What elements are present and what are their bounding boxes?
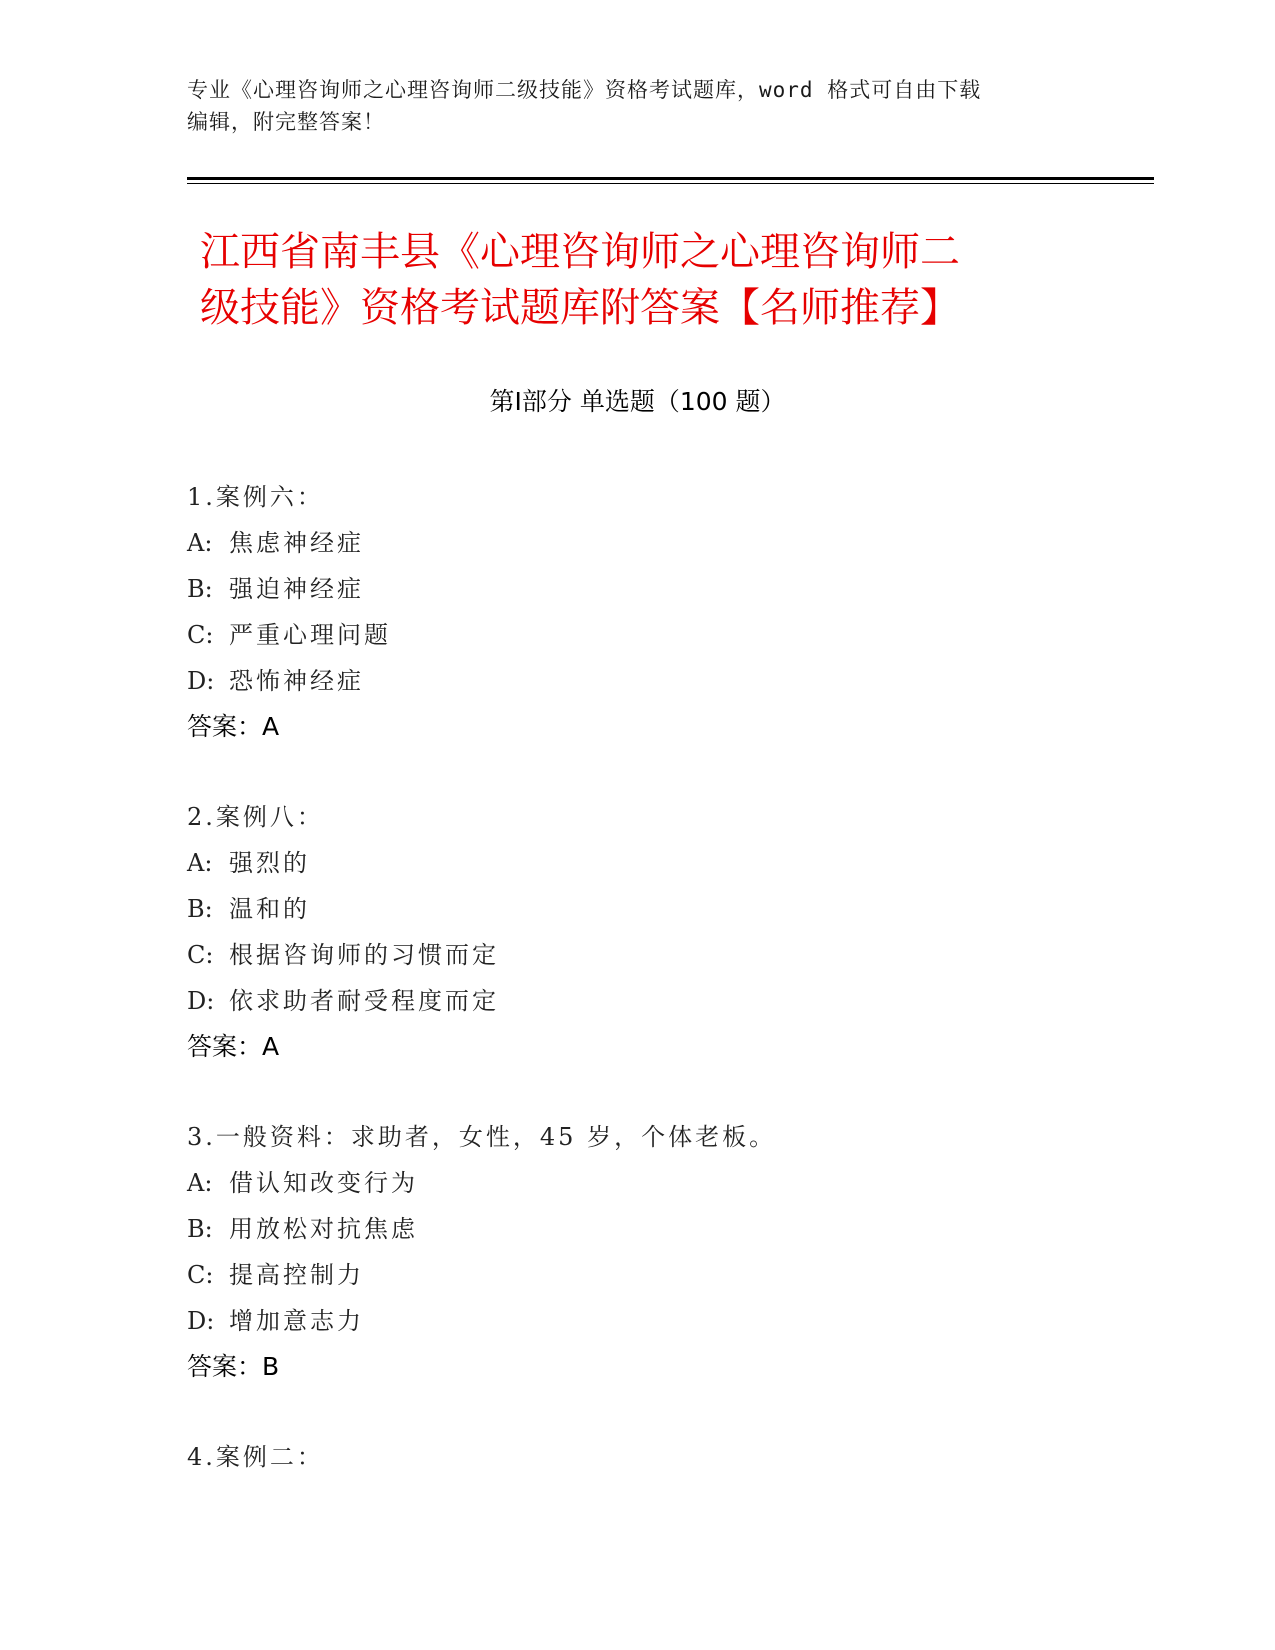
option-b xyxy=(187,566,1087,612)
question-4 xyxy=(187,1434,1087,1480)
question-stem: 4.案例二： xyxy=(187,1443,324,1471)
header-note xyxy=(187,74,1067,138)
option-text: 根据咨询师的习惯而定 xyxy=(229,941,499,969)
option-text: 借认知改变行为 xyxy=(229,1169,418,1197)
option-letter: A: xyxy=(187,529,213,557)
option-letter: B: xyxy=(187,1215,213,1243)
document-title-line2: 级技能》资格考试题库附答案【名师推荐】 xyxy=(200,285,960,331)
option-letter: C: xyxy=(187,941,214,969)
header-note-line1: 专业《心理咨询师之心理咨询师二级技能》资格考试题库，word 格式可自由下载 xyxy=(187,78,982,102)
option-text: 温和的 xyxy=(229,895,310,923)
option-d xyxy=(187,978,1087,1024)
option-letter: A: xyxy=(187,849,213,877)
question-stem: 3.一般资料：求助者，女性，45 岁，个体老板。 xyxy=(187,1123,777,1151)
question-3 xyxy=(187,1114,1087,1390)
option-text: 严重心理问题 xyxy=(229,621,391,649)
option-letter: D: xyxy=(187,987,215,1015)
header-note-line2: 编辑，附完整答案！ xyxy=(187,110,385,134)
option-letter: D: xyxy=(187,1307,215,1335)
option-letter: B: xyxy=(187,575,213,603)
option-d xyxy=(187,658,1087,704)
option-letter: A: xyxy=(187,1169,213,1197)
option-letter: B: xyxy=(187,895,213,923)
option-c xyxy=(187,612,1087,658)
header-divider-thick xyxy=(187,177,1154,180)
option-text: 强烈的 xyxy=(229,849,310,877)
answer: 答案：A xyxy=(187,712,280,741)
document-title xyxy=(200,224,1100,336)
section-title: 第Ⅰ部分 单选题（100 题） xyxy=(489,387,786,416)
question-list xyxy=(187,474,1087,1524)
question-1 xyxy=(187,474,1087,750)
option-text: 恐怖神经症 xyxy=(229,667,364,695)
option-letter: D: xyxy=(187,667,215,695)
option-c xyxy=(187,1252,1087,1298)
answer: 答案：B xyxy=(187,1352,280,1381)
question-stem: 1.案例六： xyxy=(187,483,324,511)
option-a xyxy=(187,1160,1087,1206)
option-b xyxy=(187,886,1087,932)
question-stem: 2.案例八： xyxy=(187,803,324,831)
document-title-line1: 江西省南丰县《心理咨询师之心理咨询师二 xyxy=(200,229,960,275)
option-c xyxy=(187,932,1087,978)
option-text: 用放松对抗焦虑 xyxy=(229,1215,418,1243)
option-letter: C: xyxy=(187,621,214,649)
answer: 答案：A xyxy=(187,1032,280,1061)
option-a xyxy=(187,520,1087,566)
option-a xyxy=(187,840,1087,886)
header-divider-thin xyxy=(187,183,1154,184)
option-letter: C: xyxy=(187,1261,214,1289)
question-2 xyxy=(187,794,1087,1070)
option-text: 强迫神经症 xyxy=(229,575,364,603)
option-b xyxy=(187,1206,1087,1252)
option-text: 增加意志力 xyxy=(229,1307,364,1335)
option-text: 依求助者耐受程度而定 xyxy=(229,987,499,1015)
option-text: 提高控制力 xyxy=(229,1261,364,1289)
option-text: 焦虑神经症 xyxy=(229,529,364,557)
option-d xyxy=(187,1298,1087,1344)
